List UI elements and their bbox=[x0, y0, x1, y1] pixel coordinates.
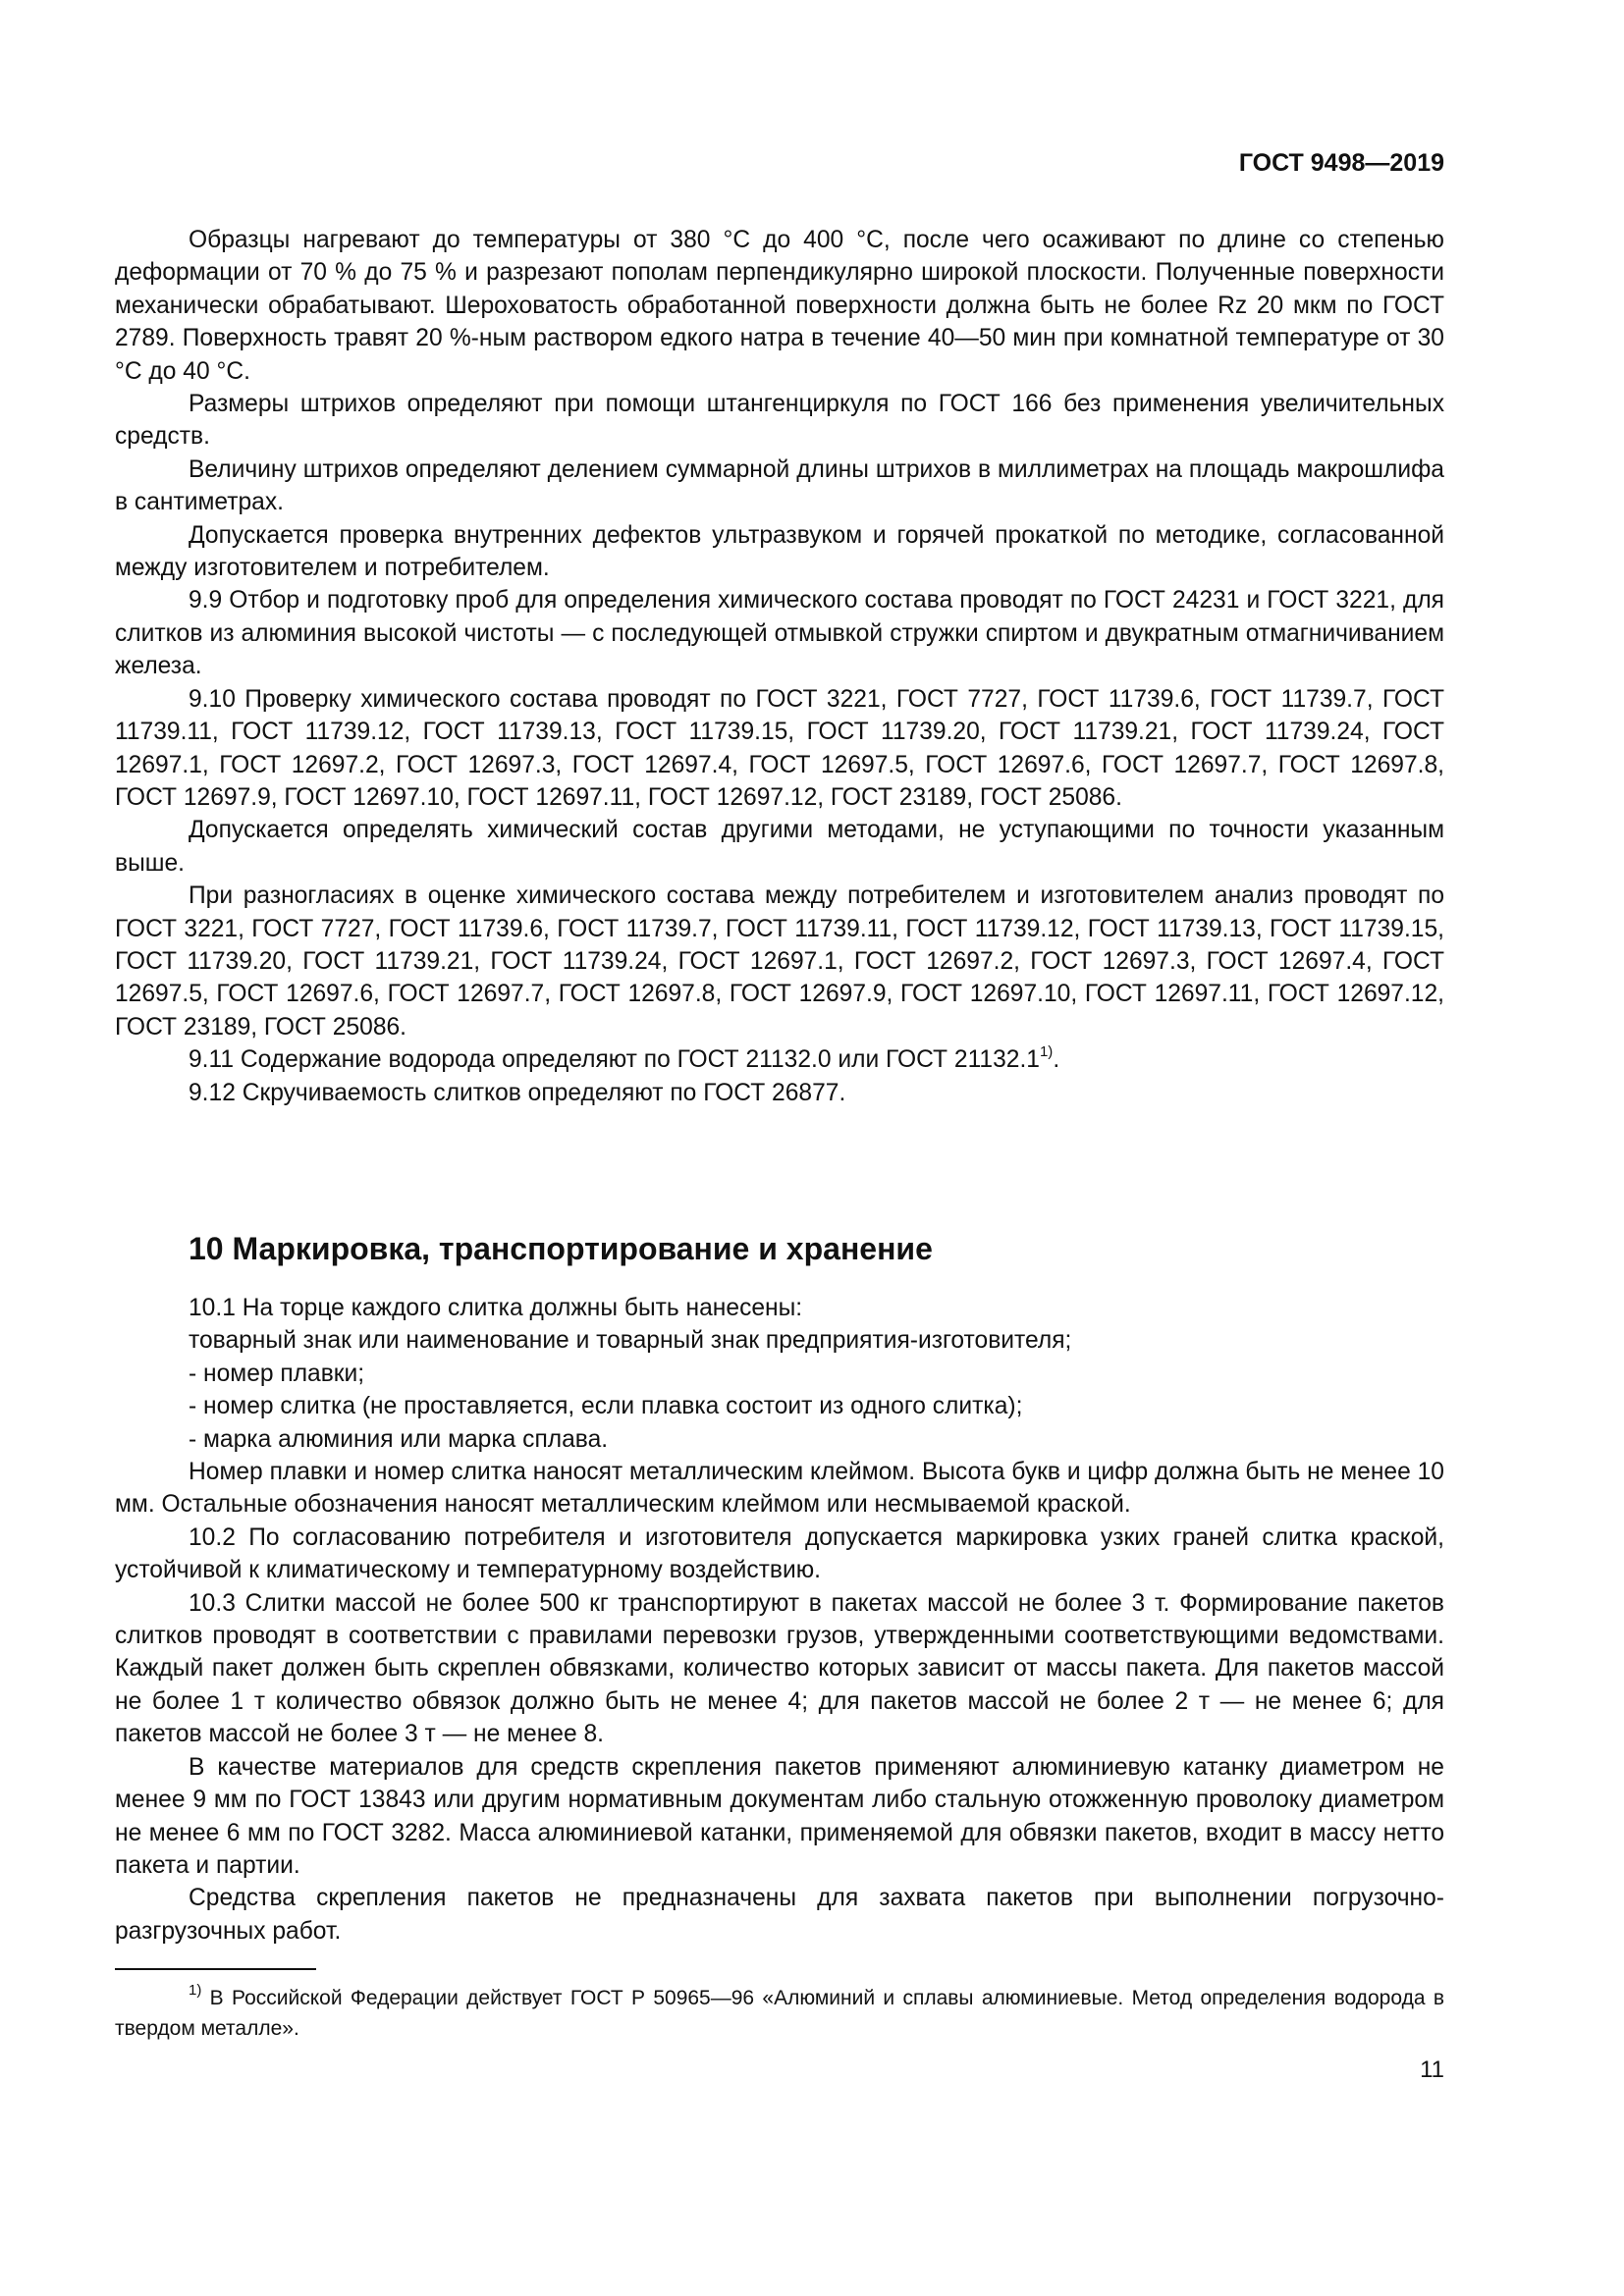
section-10-body bbox=[115, 1292, 1444, 1948]
paragraph: Допускается определять химический состав другими методами, не уступающими по точности указанным выше. bbox=[115, 817, 1444, 877]
clause-9-11-tail: . bbox=[1053, 1046, 1060, 1074]
footnote-reference: 1) bbox=[1039, 1042, 1054, 1060]
list-item: - марка алюминия или марка сплава. bbox=[189, 1425, 609, 1453]
paragraph: Величину штрихов определяют делением суммарной длины штрихов в миллиметрах на площадь макрошлифа в сантиметрах. bbox=[115, 455, 1444, 516]
page-header: ГОСТ 9498—2019 bbox=[1238, 149, 1444, 177]
clause-10-2: 10.2 По согласованию потребителя и изготовителя допускается маркировка узких граней слитка краской, устойчивой к климатическому и температурному воздействию. bbox=[115, 1523, 1444, 1584]
paragraph: В качестве материалов для средств скрепления пакетов применяют алюминиевую катанку диаметром не менее 9 мм по ГОСТ 13843 или другим нормативным документам либо стальную отожженную проволоку диаметром не менее 6 мм по ГОСТ 3282. Масса алюминиевой катанки, применяемой для обвязки пакетов, входит в массу нетто пакета и партии. bbox=[115, 1753, 1444, 1879]
clause-9-9: 9.9 Отбор и подготовку проб для определения химического состава проводят по ГОСТ 24231 и ГОСТ 3221, для слитков из алюминия высокой чистоты — с последующей отмывкой стружки спиртом и двукратным отмагничиванием железа. bbox=[115, 587, 1444, 680]
footnote-marker: 1) bbox=[189, 1982, 202, 1999]
list-item: - номер плавки; bbox=[189, 1360, 365, 1387]
footnote-divider bbox=[115, 1968, 316, 1970]
clause-9-10: 9.10 Проверку химического состава проводят по ГОСТ 3221, ГОСТ 7727, ГОСТ 11739.6, ГОСТ 11739.7, ГОСТ 11739.11, ГОСТ 11739.12, ГОСТ 11739.13, ГОСТ 11739.15, ГОСТ 11739.20, ГОСТ 11739.21, ГОСТ 11739.24, ГОСТ 12697.1, ГОСТ 12697.2, ГОСТ 12697.3, ГОСТ 12697.4, ГОСТ 12697.5, ГОСТ 12697.6, ГОСТ 12697.7, ГОСТ 12697.8, ГОСТ 12697.9, ГОСТ 12697.10, ГОСТ 12697.11, ГОСТ 12697.12, ГОСТ 23189, ГОСТ 25086. bbox=[115, 685, 1444, 811]
marking-trademark: товарный знак или наименование и товарный знак предприятия-изготовителя; bbox=[189, 1327, 1072, 1355]
paragraph: При разногласиях в оценке химического состава между потребителем и изготовителем анализ проводят по ГОСТ 3221, ГОСТ 7727, ГОСТ 11739.6, ГОСТ 11739.7, ГОСТ 11739.11, ГОСТ 11739.12, ГОСТ 11739.13, ГОСТ 11739.15, ГОСТ 11739.20, ГОСТ 11739.21, ГОСТ 11739.24, ГОСТ 12697.1, ГОСТ 12697.2, ГОСТ 12697.3, ГОСТ 12697.4, ГОСТ 12697.5, ГОСТ 12697.6, ГОСТ 12697.7, ГОСТ 12697.8, ГОСТ 12697.9, ГОСТ 12697.10, ГОСТ 12697.11, ГОСТ 12697.12, ГОСТ 23189, ГОСТ 25086. bbox=[115, 882, 1444, 1041]
paragraph: Размеры штрихов определяют при помощи штангенциркуля по ГОСТ 166 без применения увеличительных средств. bbox=[115, 391, 1444, 451]
footnote bbox=[115, 1983, 1444, 2044]
page-number: 11 bbox=[1420, 2056, 1444, 2083]
clause-10-3: 10.3 Слитки массой не более 500 кг транспортируют в пакетах массой не более 3 т. Формирование пакетов слитков проводят в соответствии с правилами перевозки грузов, утвержденными соответствующими ведомствами. Каждый пакет должен быть скреплен обвязками, количество которых зависит от массы пакета. Для пакетов массой не более 1 т количество обвязок должно быть не менее 4; для пакетов массой не более 2 т — не менее 6; для пакетов массой не более 3 т — не менее 8. bbox=[115, 1589, 1444, 1748]
clause-9-11 bbox=[115, 1043, 1444, 1076]
section-9-continuation bbox=[115, 224, 1444, 1109]
clause-10-1: 10.1 На торце каждого слитка должны быть нанесены: bbox=[189, 1295, 803, 1321]
clause-9-12: 9.12 Скручиваемость слитков определяют по ГОСТ 26877. bbox=[189, 1079, 846, 1106]
footnote-text: В Российской Федерации действует ГОСТ Р 50965—96 «Алюминий и сплавы алюминиевые. Метод определения водорода в твердом металле». bbox=[115, 1987, 1444, 2040]
paragraph: Номер плавки и номер слитка наносят металлическим клеймом. Высота букв и цифр должна быть не менее 10 мм. Остальные обозначения наносят металлическим клеймом или несмываемой краской. bbox=[115, 1459, 1444, 1519]
section-heading: 10 Маркировка, транспортирование и хранение bbox=[189, 1231, 933, 1266]
paragraph: Образцы нагревают до температуры от 380 °С до 400 °С, после чего осаживают по длине со степенью деформации от 70 % до 75 % и разрезают пополам перпендикулярно широкой плоскости. Полученные поверхности механически обрабатывают. Шероховатость обработанной поверхности должна быть не более Rz 20 мкм по ГОСТ 2789. Поверхность травят 20 %-ным раствором едкого натра в течение 40—50 мин при комнатной температуре от 30 °С до 40 °С. bbox=[115, 227, 1444, 385]
paragraph: Допускается проверка внутренних дефектов ультразвуком и горячей прокаткой по методике, согласованной между изготовителем и потребителем. bbox=[115, 521, 1444, 582]
list-item: - номер слитка (не проставляется, если плавка состоит из одного слитка); bbox=[189, 1393, 1023, 1420]
clause-9-11-text: 9.11 Содержание водорода определяют по ГОСТ 21132.0 или ГОСТ 21132.1 bbox=[189, 1046, 1040, 1074]
paragraph: Средства скрепления пакетов не предназначены для захвата пакетов при выполнении погрузочно-разгрузочных работ. bbox=[115, 1885, 1444, 1945]
